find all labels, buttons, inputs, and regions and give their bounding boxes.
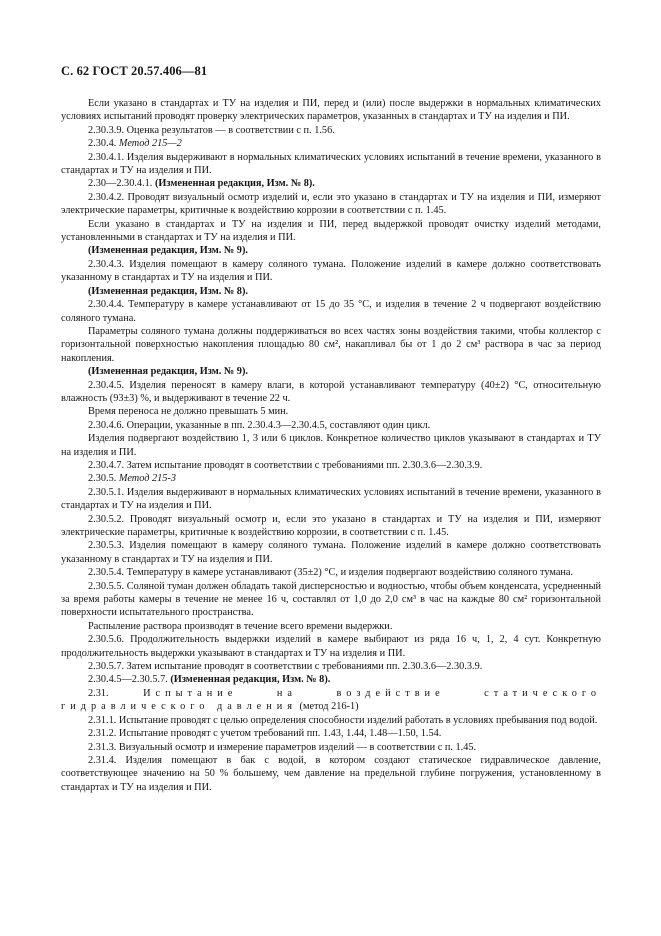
paragraph-text: 2.30.5.5. Соляной туман должен обладать такой дисперсностью и водностью, чтобы объем конденсата, усредненный за время работы камеры в течение не менее 16 ч, составлял от 1,0 до 2,0 см³ в час на каждые 80 см² горизонтальной поверхности испытательного пространства. [61, 580, 601, 619]
paragraph [61, 660, 601, 673]
paragraph [61, 714, 601, 727]
paragraph [61, 124, 601, 137]
paragraph-text: 2.31. [88, 687, 144, 699]
paragraph-text: 2.30.3.9. Оценка результатов — в соответствии с п. 1.56. [88, 124, 335, 136]
paragraph-text: 2.30.5.6. Продолжительность выдержки изделий в камере выбирают из ряда 16 ч, 1, 2, 4 сут. Конкретную продолжительность выдержки указывают в стандартах и ТУ на изделия и ПИ. [61, 634, 601, 659]
paragraph [61, 620, 601, 633]
paragraph [61, 419, 601, 432]
paragraph-text: Если указано в стандартах и ТУ на изделия и ПИ, перед и (или) после выдержки в нормальных климатических условиях испытаний проводят проверку электрических параметров, указанных в стандартах и ТУ на изделия и ПИ. [61, 98, 601, 123]
paragraph [61, 727, 601, 740]
paragraph [61, 459, 601, 472]
paragraph [61, 687, 601, 714]
paragraph-text: 2.30.5.1. Изделия выдерживают в нормальных климатических условиях испытаний в течение времени, указанного в стандартах и ТУ на изделия и ПИ. [61, 486, 601, 512]
amendment-note: (Измененная редакция, Изм. № 9). [88, 245, 248, 257]
amendment-note: (Измененная редакция, Изм. № 8). [88, 285, 248, 297]
amendment-note: (Измененная редакция, Изм. № 8). [154, 178, 315, 190]
paragraph [61, 754, 601, 794]
paragraph-text: 2.31.1. Испытание проводят с целью определения способности изделий работать в условиях пребывания под водой. [88, 714, 598, 726]
paragraph [61, 365, 601, 378]
section-title: Испытание на воздействие статического гидравлического давления [61, 687, 601, 713]
paragraph [61, 432, 601, 459]
paragraph [61, 137, 601, 150]
paragraph-text: Распыление раствора производят в течение всего времени выдержки. [88, 620, 393, 632]
paragraph-text: 2.30.4.5—2.30.5.7. [88, 674, 171, 686]
paragraph [61, 191, 601, 218]
paragraph-text: 2.31.4. Изделия помещают в бак с водой, в котором создают статическое гидравлическое давление, соответствующее значению на 50 % большему, чем давление на предельной глубине погружения, установленному в стандартах и ТУ на изделия и ПИ. [61, 754, 601, 793]
amendment-note: (Измененная редакция, Изм. № 8). [170, 674, 331, 686]
paragraph [61, 298, 601, 325]
paragraph [61, 258, 601, 285]
paragraph-text: 2.30.5.2. Проводят визуальный осмотр и, если это указано в стандартах и ТУ на изделия и ПИ, измеряют электрические параметры, критичные к воздействию коррозии, в соответствии с п. 1.45. [61, 513, 601, 538]
paragraph-text: 2.30—2.30.4.1. [88, 178, 155, 190]
paragraph [61, 177, 601, 190]
paragraph-text: 2.30.4.5. Изделия переносят в камеру влаги, в которой устанавливают температуру (40±2) °С, относительную влажность (93±3) %, и выдерживают в течение 22 ч. [61, 379, 601, 404]
paragraph [61, 97, 601, 124]
paragraph-text: 2.30.5. [88, 473, 119, 485]
paragraph [61, 244, 601, 257]
paragraph [61, 741, 601, 754]
paragraph [61, 405, 601, 418]
paragraph [61, 218, 601, 245]
paragraph-text: 2.30.4.2. Проводят визуальный осмотр изделий и, если это указано в стандартах и ТУ на изделия и ПИ, измеряют электрические параметры, критичные к воздействию коррозии в соответствии с п. 1.45. [61, 191, 601, 217]
method-title: Метод 215—2 [118, 138, 182, 150]
paragraph-text: 2.30.4.3. Изделия помещают в камеру соляного тумана. Положение изделий в камере должно соответствовать указанному в стандартах и ТУ на изделия и ПИ. [61, 258, 601, 284]
paragraph [61, 486, 601, 513]
paragraph-text: 2.31.2. Испытание проводят с учетом требований пп. 1.43, 1.44, 1.48—1.50, 1.54. [88, 728, 442, 740]
paragraph [61, 325, 601, 365]
page-header: С. 62 ГОСТ 20.57.406—81 [61, 64, 208, 78]
paragraph [61, 673, 601, 686]
paragraph [61, 633, 601, 660]
paragraph-text: Если указано в стандартах и ТУ на изделия и ПИ, перед выдержкой проводят очистку изделий методами, установленными в стандартах и ТУ на изделия и ПИ. [61, 218, 601, 244]
paragraph-text: 2.30.4.7. Затем испытание проводят в соответствии с требованиями пп. 2.30.3.6—2.30.3.9. [88, 459, 483, 471]
paragraph [61, 580, 601, 620]
paragraph-text: 2.30.4. [88, 138, 119, 150]
paragraph-text: 2.30.4.4. Температуру в камере устанавливают от 15 до 35 °С, и изделия в течение 2 ч подвергают воздействию соляного тумана. [61, 299, 601, 324]
paragraph-text: 2.30.4.6. Операции, указанные в пп. 2.30.4.3—2.30.4.5, составляют один цикл. [88, 419, 431, 431]
paragraph-text: (метод 216-1) [296, 701, 359, 713]
method-title: Метод 215-3 [118, 473, 177, 485]
paragraph [61, 539, 601, 566]
paragraph-text: 2.30.5.4. Температуру в камере устанавливают (35±2) °С, и изделия подвергают воздействию соляного тумана. [88, 567, 574, 579]
paragraph [61, 285, 601, 298]
paragraph-text: Изделия подвергают воздействию 1, 3 или 6 циклов. Конкретное количество циклов указывают в стандартах и ТУ на изделия и ПИ. [61, 433, 601, 458]
amendment-note: (Измененная редакция, Изм. № 9). [88, 366, 248, 378]
paragraph [61, 566, 601, 579]
paragraph-text: Параметры соляного тумана должны поддерживаться во всех частях зоны воздействия такими, чтобы коллектор с горизонтальной поверхностью накопления площадью 80 см², накапливал бы от 1 до 2 см³ раствора в час за период накопления. [61, 325, 601, 364]
paragraph-text: 2.30.5.7. Затем испытание проводят в соответствии с требованиями пп. 2.30.3.6—2.30.3.9. [88, 661, 483, 673]
paragraph-text: 2.31.3. Визуальный осмотр и измерение параметров изделий — в соответствии с п. 1.45. [88, 741, 477, 753]
document-body [61, 97, 601, 794]
paragraph-text: Время переноса не должно превышать 5 мин. [88, 406, 289, 418]
paragraph-text: 2.30.5.3. Изделия помещают в камеру соляного тумана. Положение изделий в камере должно соответствовать указанному в стандартах и ТУ на изделия и ПИ. [61, 540, 601, 565]
paragraph [61, 513, 601, 540]
paragraph-text: 2.30.4.1. Изделия выдерживают в нормальных климатических условиях испытаний в течение времени, указанного в стандартах и ТУ на изделия и ПИ. [61, 151, 601, 177]
paragraph [61, 151, 601, 178]
paragraph [61, 472, 601, 485]
paragraph [61, 379, 601, 406]
